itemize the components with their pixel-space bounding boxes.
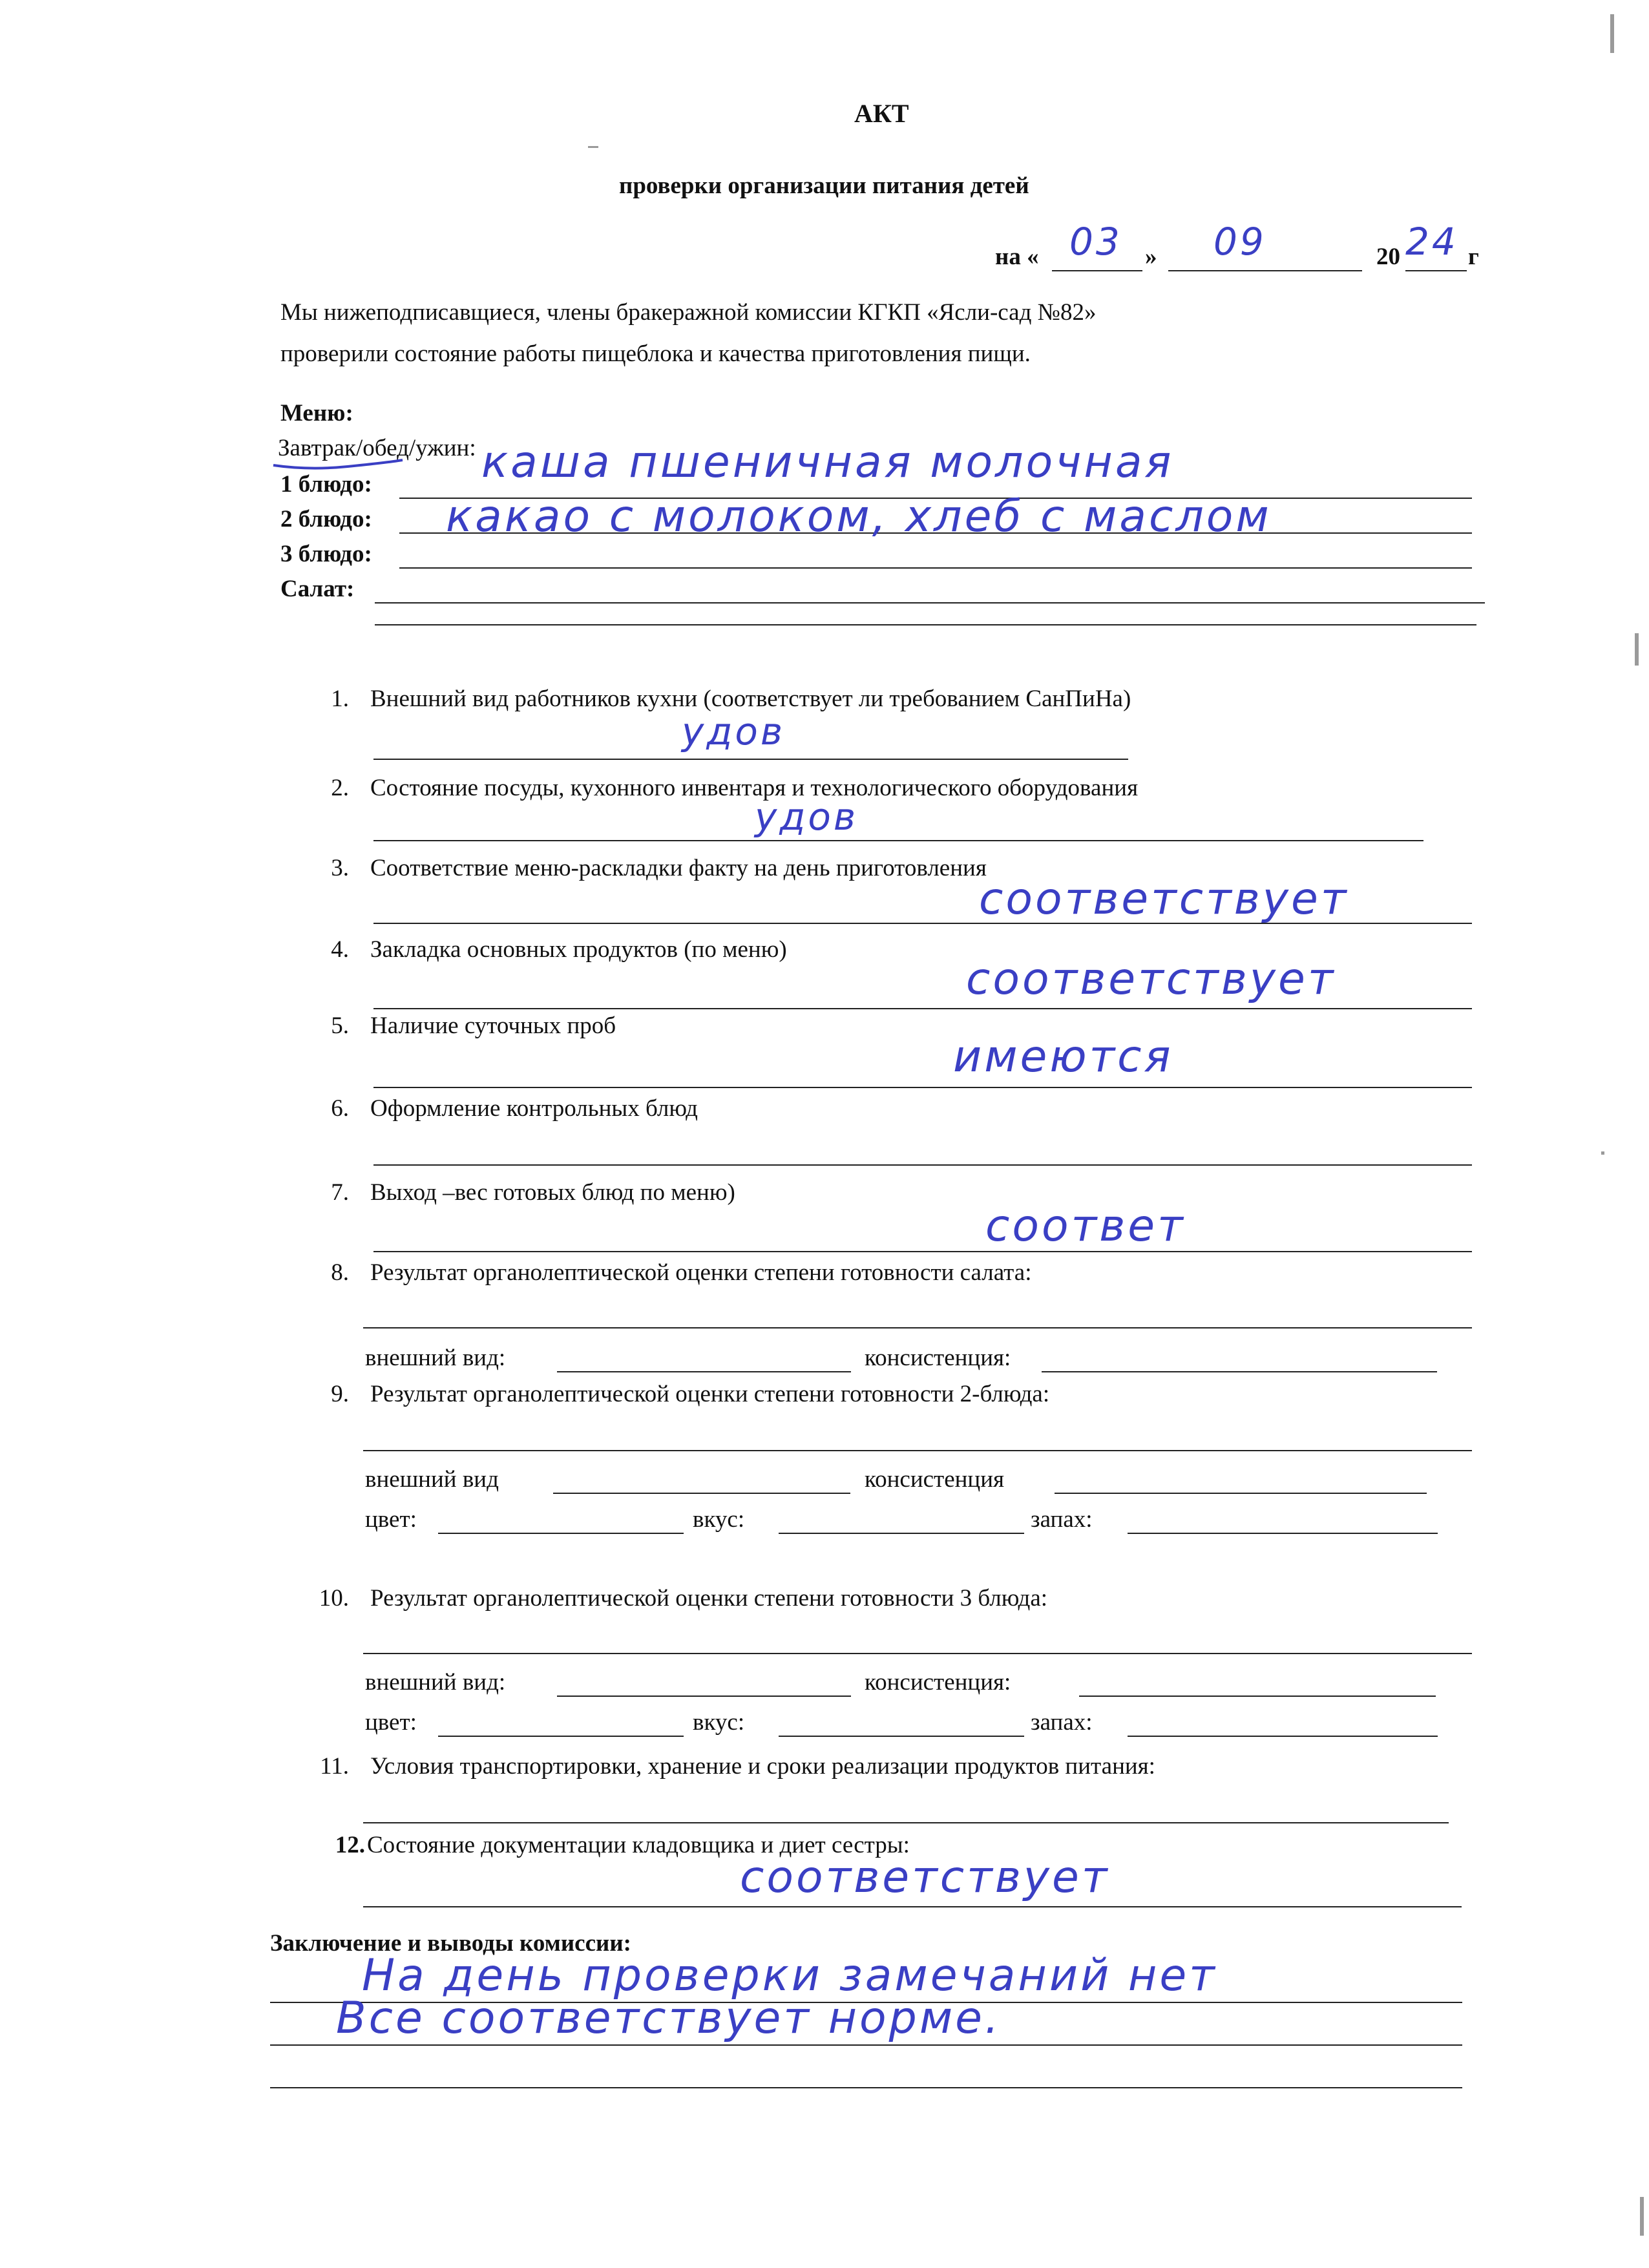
dish1-handwritten: каша пшеничная молочная: [481, 437, 1174, 488]
item-8-consistency-label: консистенция:: [865, 1345, 1011, 1371]
item-11-line: [363, 1822, 1449, 1823]
dish1-label: 1 блюдо:: [280, 471, 372, 498]
year-suffix: г: [1468, 244, 1479, 270]
item-5-answer-line: [373, 1087, 1472, 1088]
document-subtitle: проверки организации питания детей: [619, 173, 1029, 199]
item-4-text: Закладка основных продуктов (по меню): [370, 936, 787, 963]
item-7-answer: соответ: [985, 1201, 1186, 1252]
year-prefix: 20: [1376, 244, 1400, 270]
item-8-appearance-label: внешний вид:: [365, 1345, 506, 1371]
dish2-label: 2 блюдо:: [280, 506, 372, 532]
intro-line-2: проверили состояние работы пищеблока и качества приготовления пищи.: [280, 341, 1031, 367]
item-9-number: 9.: [331, 1381, 349, 1407]
item-4-number: 4.: [331, 936, 349, 963]
item-3-text: Соответствие меню-раскладки факту на день приготовления: [370, 855, 987, 881]
item-9-text: Результат органолептической оценки степени готовности 2-блюда:: [370, 1381, 1050, 1407]
salad-line: [375, 602, 1485, 604]
salad-line-2: [375, 624, 1476, 625]
item-12-number: 12.: [335, 1832, 365, 1858]
item-9-smell-line: [1128, 1533, 1438, 1534]
scan-mark: [1610, 14, 1614, 53]
item-6-text: Оформление контрольных блюд: [370, 1095, 698, 1122]
dish3-label: 3 блюдо:: [280, 541, 372, 567]
item-10-appearance-label: внешний вид:: [365, 1669, 506, 1696]
dish2-handwritten: какао с молоком, хлеб с маслом: [446, 491, 1272, 542]
item-10-smell-label: запах:: [1031, 1709, 1093, 1736]
salad-label: Салат:: [280, 576, 355, 602]
item-7-number: 7.: [331, 1179, 349, 1206]
item-5-answer: имеются: [953, 1031, 1173, 1082]
date-day-line: [1052, 270, 1142, 271]
item-9-taste-label: вкус:: [693, 1506, 745, 1533]
date-mid: »: [1145, 244, 1157, 270]
item-10-line: [363, 1653, 1472, 1654]
item-3-answer: соответствует: [979, 874, 1349, 925]
item-10-taste-label: вкус:: [693, 1709, 745, 1736]
item-2-text: Состояние посуды, кухонного инвентаря и технологического оборудования: [370, 775, 1139, 801]
item-9-taste-line: [779, 1533, 1024, 1534]
item-12-answer-line: [363, 1906, 1462, 1907]
item-1-answer: удов: [682, 709, 786, 753]
item-9-line: [363, 1450, 1472, 1451]
item-5-text: Наличие суточных проб: [370, 1013, 616, 1039]
item-10-text: Результат органолептической оценки степени готовности 3 блюда:: [370, 1585, 1048, 1612]
conclusion-line-3: [270, 2087, 1462, 2088]
item-10-consistency-label: консистенция:: [865, 1669, 1011, 1696]
item-8-line: [363, 1327, 1472, 1328]
item-9-appearance-label: внешний вид: [365, 1466, 499, 1493]
intro-line-1: Мы нижеподписавщиеся, члены бракеражной комиссии КГКП «Ясли-сад №82»: [280, 299, 1097, 326]
item-5-number: 5.: [331, 1013, 349, 1039]
item-7-answer-line: [373, 1251, 1472, 1252]
conclusion-heading: Заключение и выводы комиссии:: [270, 1930, 631, 1957]
item-8-number: 8.: [331, 1259, 349, 1286]
scan-mark: [1635, 633, 1639, 666]
item-1-text: Внешний вид работников кухни (соответствует ли требованием СанПиНа): [370, 686, 1131, 712]
item-9-appearance-line: [553, 1493, 850, 1494]
item-3-number: 3.: [331, 855, 349, 881]
date-prefix: на «: [995, 244, 1039, 270]
item-4-answer: соответствует: [966, 954, 1336, 1005]
item-6-number: 6.: [331, 1095, 349, 1122]
item-2-answer: удов: [755, 795, 859, 839]
item-8-appearance-line: [557, 1371, 851, 1372]
menu-heading: Меню:: [280, 400, 353, 426]
meal-underline-mark: [270, 446, 406, 472]
item-10-consistency-line: [1079, 1696, 1436, 1697]
item-2-number: 2.: [331, 775, 349, 801]
meal-type-line: Завтрак/обед/ужин:: [278, 435, 476, 461]
dish3-line: [399, 567, 1472, 569]
item-9-consistency-line: [1055, 1493, 1427, 1494]
item-12-text: Состояние документации кладовщика и диет сестры:: [367, 1832, 910, 1858]
item-4-answer-line: [373, 1008, 1472, 1009]
item-12-answer: соответствует: [740, 1852, 1110, 1903]
conclusion-handwritten-1: На день проверки замечаний нет: [362, 1950, 1217, 2001]
conclusion-line-2: [270, 2044, 1462, 2046]
item-10-color-line: [438, 1736, 684, 1737]
document-title: АКТ: [854, 99, 909, 128]
item-10-smell-line: [1128, 1736, 1438, 1737]
item-10-taste-line: [779, 1736, 1024, 1737]
date-month-handwritten: 09: [1213, 220, 1266, 264]
date-day-handwritten: 03: [1069, 220, 1122, 264]
scan-mark: [1601, 1151, 1604, 1155]
year-line: [1405, 270, 1467, 271]
item-9-smell-label: запах:: [1031, 1506, 1093, 1533]
item-9-color-label: цвет:: [365, 1506, 417, 1533]
item-1-answer-line: [373, 759, 1128, 760]
scan-mark: [1640, 2197, 1644, 2236]
item-10-appearance-line: [557, 1696, 851, 1697]
item-8-consistency-line: [1042, 1371, 1437, 1372]
item-11-number: 11.: [320, 1753, 349, 1780]
scan-mark: [588, 146, 598, 148]
item-6-answer-line: [373, 1164, 1472, 1166]
item-7-text: Выход –вес готовых блюд по меню): [370, 1179, 735, 1206]
item-11-text: Условия транспортировки, хранение и сроки реализации продуктов питания:: [370, 1753, 1155, 1780]
item-1-number: 1.: [331, 686, 349, 712]
item-10-number: 10.: [319, 1585, 349, 1612]
item-9-color-line: [438, 1533, 684, 1534]
item-8-text: Результат органолептической оценки степени готовности салата:: [370, 1259, 1032, 1286]
year-handwritten: 24: [1405, 220, 1458, 264]
conclusion-handwritten-2: Все соответствует норме.: [336, 1993, 1002, 2044]
item-9-consistency-label: консистенция: [865, 1466, 1005, 1493]
date-month-line: [1168, 270, 1362, 271]
item-2-answer-line: [373, 840, 1423, 841]
item-10-color-label: цвет:: [365, 1709, 417, 1736]
